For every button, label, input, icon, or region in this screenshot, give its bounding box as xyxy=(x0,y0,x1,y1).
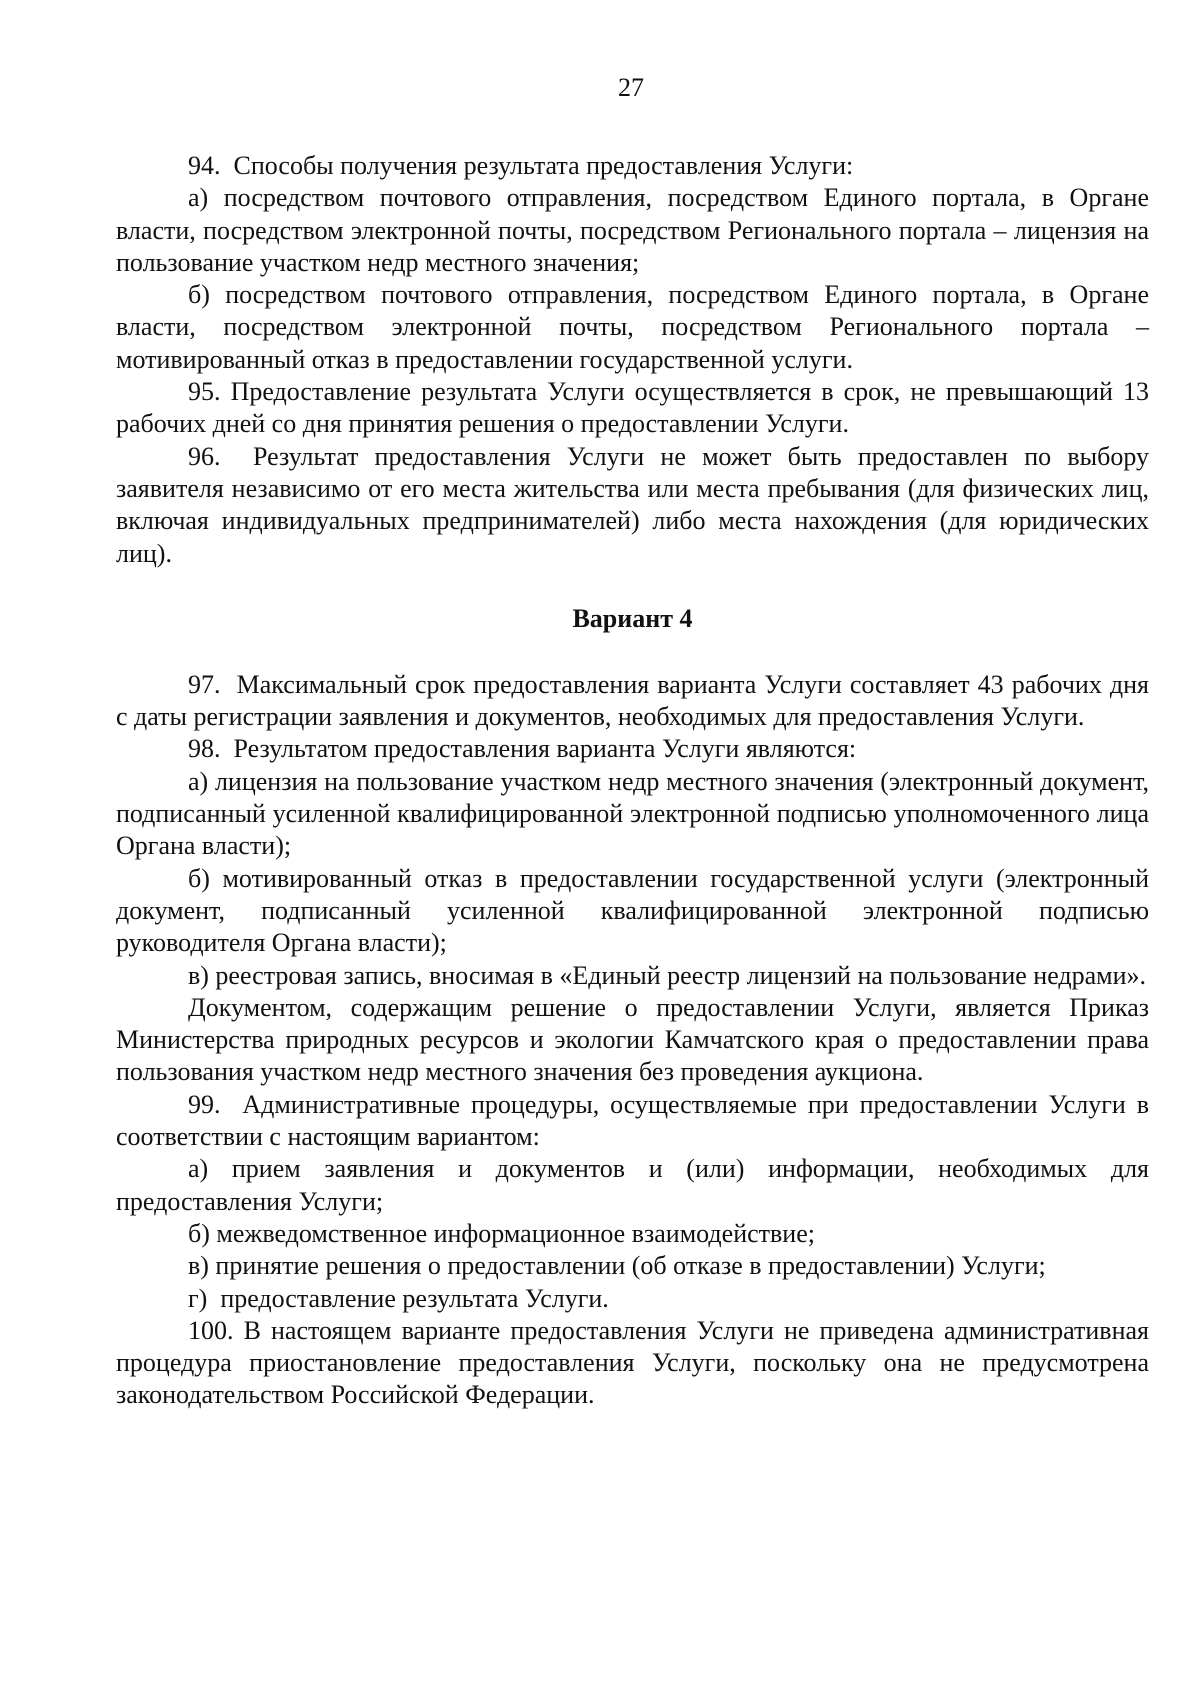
paragraph-100: 100. В настоящем варианте предоставления Услуги не приведена административная процедура приостановление предоставления Услуги, поскольку она не предусмотрена законодательством Российской Федерации. xyxy=(116,1315,1149,1410)
paragraph-98: 98. Результатом предоставления варианта Услуги являются: xyxy=(188,734,857,764)
paragraph-98-a: а) лицензия на пользование участком недр местного значения (электронный документ, подписанный усиленной квалифицированной электронной подписью уполномоченного лица Органа власти); xyxy=(116,766,1149,861)
paragraph-95: 95. Предоставление результата Услуги осуществляется в срок, не превышающий 13 рабочих дней со дня принятия решения о предоставлении Услуги. xyxy=(116,377,1149,439)
paragraph-94-a: а) посредством почтового отправления, посредством Единого портала, в Органе власти, посредством электронной почты, посредством Регионального портала – лицензия на пользование участком недр местного значения; xyxy=(116,183,1149,277)
paragraph-99-b: б) межведомственное информационное взаимодействие; xyxy=(188,1218,815,1248)
paragraph-98-b: б) мотивированный отказ в предоставлении государственной услуги (электронный документ, подписанный усиленной квалифицированной электронной подписью руководителя Органа власти); xyxy=(116,863,1149,958)
paragraph-98-decision-document: Документом, содержащим решение о предоставлении Услуги, является Приказ Министерства природных ресурсов и экологии Камчатского края о предоставлении права пользования участком недр местного значения без проведения аукциона. xyxy=(116,992,1149,1087)
paragraph-97: 97. Максимальный срок предоставления варианта Услуги составляет 43 рабочих дня с даты регистрации заявления и документов, необходимых для предоставления Услуги. xyxy=(116,669,1149,732)
paragraph-94-b: б) посредством почтового отправления, посредством Единого портала, в Органе власти, посредством электронной почты, посредством Регионального портала – мотивированный отказ в предоставлении государственной услуги. xyxy=(116,280,1149,374)
paragraph-99-a: а) прием заявления и документов и (или) информации, необходимых для предоставления Услуги; xyxy=(116,1154,1149,1216)
paragraph-99-c: в) принятие решения о предоставлении (об отказе в предоставлении) Услуги; xyxy=(188,1251,1046,1281)
section-heading-variant-4: Вариант 4 xyxy=(572,603,693,633)
page-number: 27 xyxy=(618,73,644,102)
paragraph-99: 99. Административные процедуры, осуществляемые при предоставлении Услуги в соответствии с настоящим вариантом: xyxy=(116,1089,1149,1152)
document-body xyxy=(116,150,1149,1412)
paragraph-96: 96. Результат предоставления Услуги не может быть предоставлен по выбору заявителя независимо от его места жительства или места пребывания (для физических лиц, включая индивидуальных предпринимателей) либо места нахождения (для юридических лиц). xyxy=(116,441,1149,568)
paragraph-94: 94. Способы получения результата предоставления Услуги: xyxy=(188,151,854,180)
paragraph-99-d: г) предоставление результата Услуги. xyxy=(188,1283,609,1313)
paragraph-98-c: в) реестровая запись, вносимая в «Единый реестр лицензий на пользование недрами». xyxy=(188,960,1147,990)
